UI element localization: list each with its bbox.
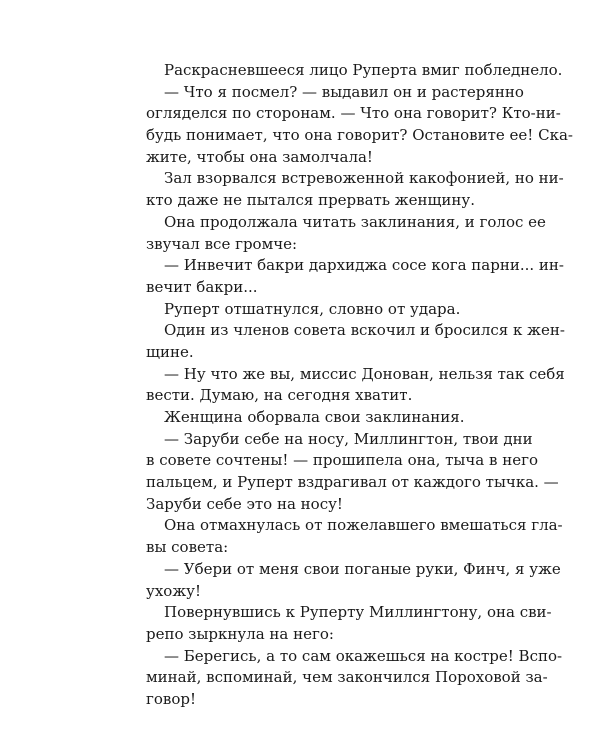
text-line: в совете сочтены! — прошипела она, тыча в него: [146, 451, 538, 470]
text-line: Один из членов совета вскочил и бросился к жен-: [164, 321, 565, 340]
text-line: вечит бакри...: [146, 277, 258, 296]
text-line: жите, чтобы она замолчала!: [146, 147, 373, 166]
text-line: Раскрасневшееся лицо Руперта вмиг побледнело.: [164, 61, 563, 79]
text-line: щине.: [146, 342, 194, 361]
text-line: Заруби себе это на носу!: [146, 494, 343, 513]
text-line: Она отмахнулась от пожелавшего вмешаться гла-: [164, 516, 563, 535]
text-line: минай, вспоминай, чем закончился Пороховой за-: [146, 668, 548, 687]
text-line: репо зыркнула на него:: [146, 624, 334, 643]
text-line: пальцем, и Руперт вздрагивал от каждого тычка. —: [146, 473, 559, 492]
text-line: вы совета:: [146, 538, 229, 557]
text-line: говор!: [146, 689, 196, 708]
body-text: [146, 60, 573, 711]
text-line: Повернувшись к Руперту Миллингтону, она сви-: [164, 603, 552, 622]
text-line: огляделся по сторонам. — Что она говорит? Кто-ни-: [146, 104, 561, 123]
text-line: звучал все громче:: [146, 234, 298, 253]
text-line: — Убери от меня свои поганые руки, Финч, я уже: [164, 559, 561, 578]
text-line: Руперт отшатнулся, словно от удара.: [164, 299, 461, 318]
text-line: — Инвечит бакри дархиджа сосе кога парни... ин-: [164, 256, 564, 275]
text-line: кто даже не пытался прервать женщину.: [146, 191, 475, 210]
text-line: — Берегись, а то сам окажешься на костре! Вспо-: [164, 646, 563, 665]
text-line: — Что я посмел? — выдавил он и растерянно: [164, 82, 524, 101]
text-line: будь понимает, что она говорит? Остановите ее! Ска-: [146, 126, 573, 145]
text-line: Она продолжала читать заклинания, и голос ее: [164, 212, 546, 231]
text-line: ухожу!: [146, 581, 201, 600]
text-line: Зал взорвался встревоженной какофонией, но ни-: [164, 169, 564, 188]
text-line: — Заруби себе на носу, Миллингтон, твои дни: [164, 429, 533, 448]
text-line: вести. Думаю, на сегодня хватит.: [146, 386, 413, 405]
text-line: — Ну что же вы, миссис Донован, нельзя так себя: [164, 364, 565, 383]
text-line: Женщина оборвала свои заклинания.: [164, 408, 465, 426]
